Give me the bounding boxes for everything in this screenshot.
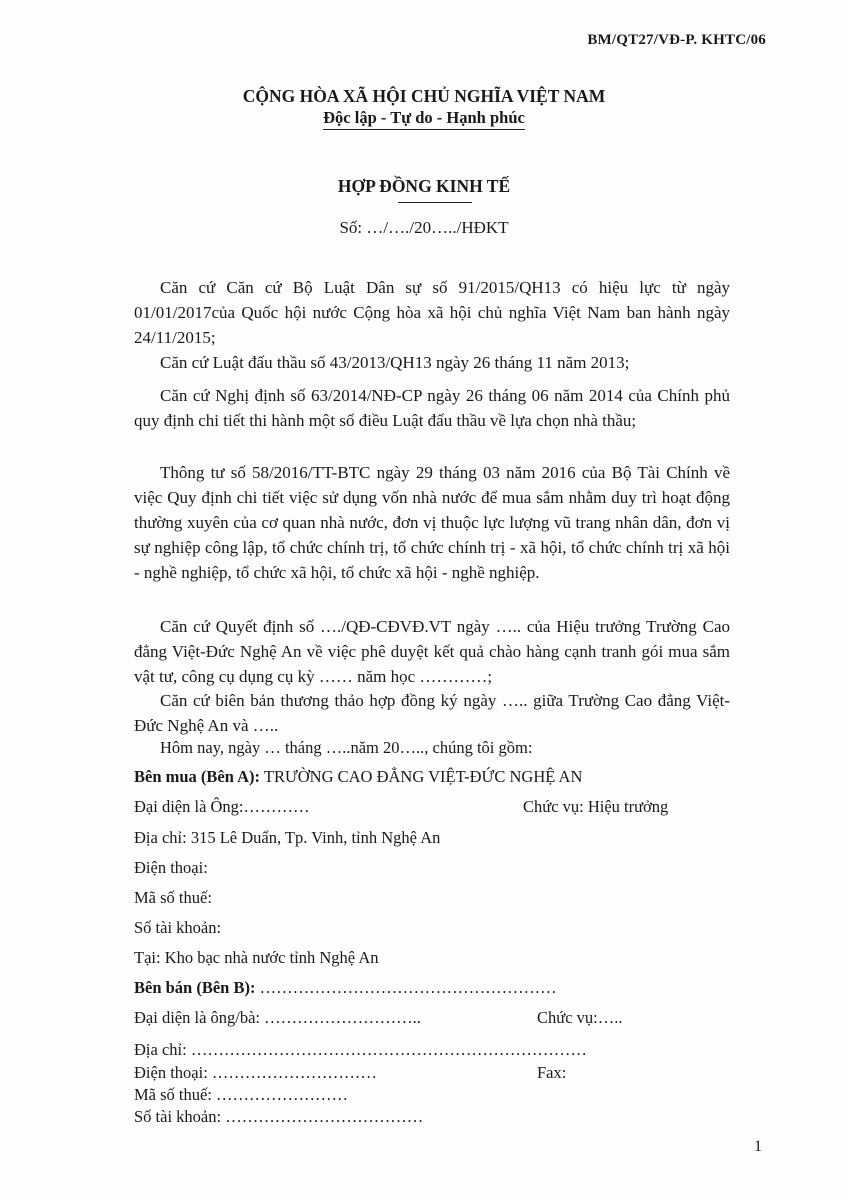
party-a-bank: Tại: Kho bạc nhà nước tỉnh Nghệ An: [134, 948, 379, 967]
recital-text: Thông tư số 58/2016/TT-BTC ngày 29 tháng 03 năm 2016 của Bộ Tài Chính về việc Quy định chi tiết việc sử dụng vốn nhà nước để mua sắm nhằm duy trì hoạt động thường xuyên của cơ quan nhà nước, đơn vị thuộc lực lượng vũ trang nhân dân, đơn vị sự nghiệp công lập, tổ chức chính trị, tổ chức chính trị - xã hội, tổ chức chính trị xã hội - nghề nghiệp, tổ chức xã hội, tổ chức xã hội - nghề nghiệp.: [134, 463, 730, 582]
party-a-rep: Đại diện là Ông:…………: [134, 797, 310, 816]
party-a-phone: Điện thoại:: [134, 858, 208, 877]
party-b-label: Bên bán (Bên B):: [134, 978, 256, 997]
recital-civil-code: [134, 275, 730, 350]
recital-text: Căn cứ Quyết định số …./QĐ-CĐVĐ.VT ngày ….. của Hiệu trưởng Trường Cao đẳng Việt-Đức Nghệ An về việc phê duyệt kết quả chào hàng cạnh tranh gói mua sắm vật tư, công cụ dụng cụ kỳ …… năm học …………;: [134, 617, 730, 686]
motto-text: Độc lập - Tự do - Hạnh phúc: [323, 108, 525, 130]
form-code: BM/QT27/VĐ-P. KHTC/06: [587, 32, 766, 48]
party-a-address: Địa chỉ: 315 Lê Duẩn, Tp. Vinh, tỉnh Nghệ An: [134, 828, 441, 847]
national-title: CỘNG HÒA XÃ HỘI CHỦ NGHĨA VIỆT NAM: [242, 86, 606, 106]
recital-text: Căn cứ Nghị định số 63/2014/NĐ-CP ngày 26 tháng 06 năm 2014 của Chính phủ quy định chi tiết thi hành một số điều Luật đấu thầu về lựa chọn nhà thầu;: [134, 386, 730, 430]
party-a-tax: Mã số thuế:: [134, 888, 212, 907]
recital-decree: [134, 383, 730, 433]
party-b-address: Địa chỉ: ………………………………………………………………: [134, 1040, 587, 1059]
party-b-position: Chức vụ:…..: [537, 1008, 623, 1027]
recital-circular: [134, 460, 730, 585]
page-number: 1: [754, 1138, 762, 1155]
party-a-position: Chức vụ: Hiệu trưởng: [523, 797, 669, 816]
recital-text: Căn cứ biên bản thương thảo hợp đồng ký ngày ….. giữa Trường Cao đẳng Việt-Đức Nghệ An và …..: [134, 691, 730, 735]
party-b-account: Số tài khoản: ………………………………: [134, 1107, 424, 1126]
party-b-fax: Fax:: [537, 1063, 567, 1082]
contract-number: Số: …/…./20…../HĐKT: [339, 218, 509, 237]
party-b-rep: Đại diện là ông/bà: ………………………..: [134, 1008, 421, 1027]
party-a-label: Bên mua (Bên A):: [134, 767, 261, 786]
party-a-account: Số tài khoản:: [134, 918, 222, 937]
contract-title: HỢP ĐỒNG KINH TẾ: [337, 176, 511, 196]
party-a-line: [134, 767, 582, 787]
recital-bidding-law: [134, 350, 730, 375]
recital-negotiation: [134, 688, 730, 738]
recital-text: Căn cứ Luật đấu thầu số 43/2013/QH13 ngày 26 tháng 11 năm 2013;: [160, 353, 630, 372]
recital-text: Căn cứ Căn cứ Bộ Luật Dân sự số 91/2015/QH13 có hiệu lực từ ngày 01/01/2017của Quốc hội nước Cộng hòa xã hội chủ nghĩa Việt Nam ban hành ngày 24/11/2015;: [134, 278, 730, 347]
party-b-name-blank: ………………………………………………: [259, 978, 557, 997]
national-motto: [0, 108, 848, 128]
title-underline: [398, 202, 472, 203]
party-b-phone: Điện thoại: …………………………: [134, 1063, 377, 1082]
recital-decision: [134, 614, 730, 689]
party-a-name: TRƯỜNG CAO ĐẲNG VIỆT-ĐỨC NGHỆ AN: [263, 767, 583, 786]
today-line: Hôm nay, ngày … tháng …..năm 20….., chúng tôi gồm:: [160, 738, 533, 757]
party-b-tax: Mã số thuế: ……………………: [134, 1085, 349, 1104]
party-b-line: [134, 978, 557, 998]
